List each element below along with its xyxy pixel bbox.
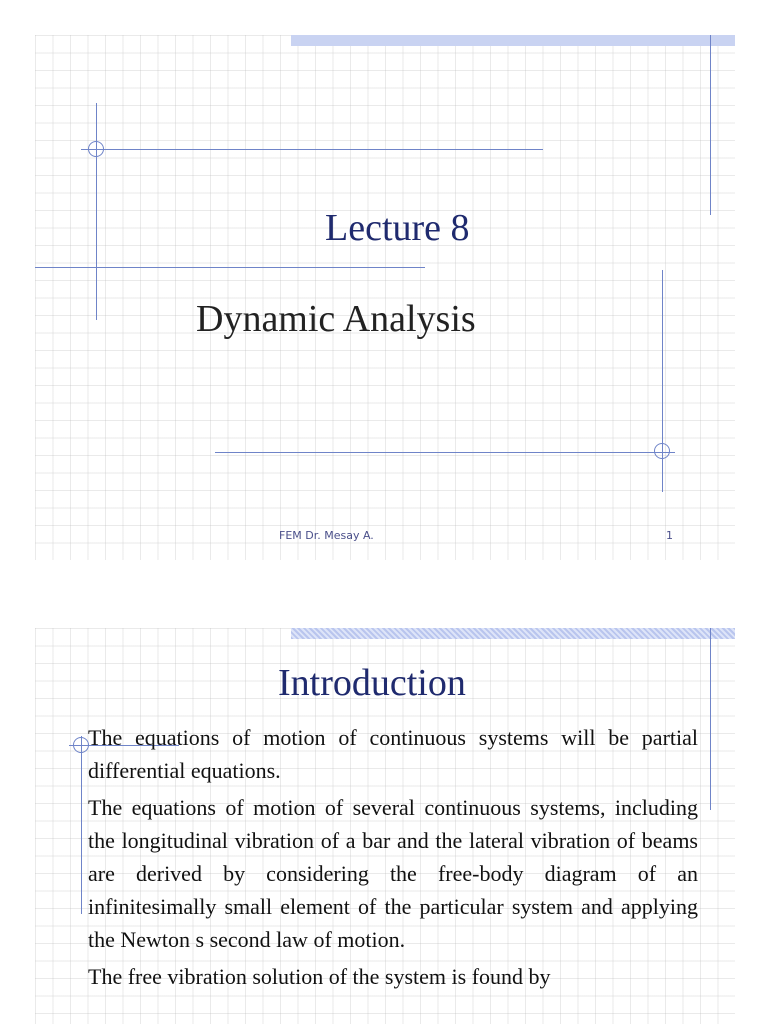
- slide-top-bar: [291, 35, 735, 46]
- slide-2: [35, 628, 735, 1024]
- slide-body: [88, 721, 698, 997]
- slide-title: Introduction: [278, 662, 466, 704]
- slide-1: [35, 35, 735, 560]
- decor-vline-right: [710, 628, 711, 810]
- crosshair-icon: [654, 443, 670, 459]
- slide-footer-text: FEM Dr. Mesay A.: [279, 529, 374, 542]
- decor-vline-left: [81, 736, 82, 914]
- slide-subtitle: Dynamic Analysis: [196, 298, 476, 340]
- decor-vline-right: [710, 35, 711, 215]
- crosshair-icon: [73, 737, 89, 753]
- body-paragraph: The equations of motion of several continuous systems, including the longitudinal vibration of a bar and the lateral vibration of beams are derived by considering the free-body diagram of an infinitesimally small element of the particular system and applying the Newton s second law of motion.: [88, 795, 698, 952]
- decor-vline-left: [96, 103, 97, 320]
- crosshair-icon: [88, 141, 104, 157]
- body-paragraph: The equations of motion of continuous systems will be partial differential equations.: [88, 725, 698, 783]
- slide-top-bar: [291, 628, 735, 639]
- decor-hline-top: [81, 149, 543, 150]
- body-paragraph: The free vibration solution of the system is found by: [88, 964, 551, 989]
- decor-hline-middle: [35, 267, 425, 268]
- slide-page-number: 1: [666, 529, 673, 542]
- slide-title: Lecture 8: [325, 207, 470, 249]
- decor-hline-bottom: [215, 452, 675, 453]
